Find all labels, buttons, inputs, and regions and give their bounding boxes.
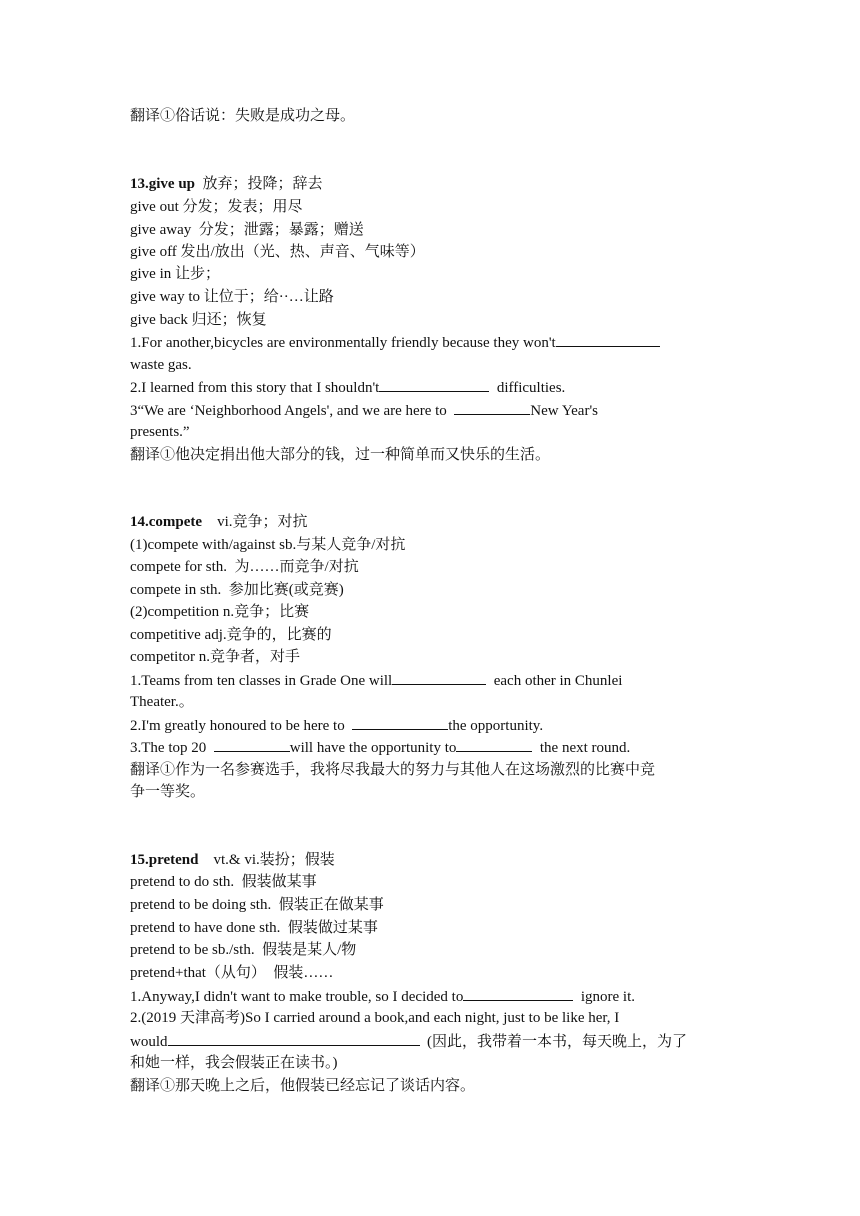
exercise-line xyxy=(130,670,622,691)
phrase-line: compete for sth. 为……而竞争/对抗 xyxy=(130,559,359,575)
answer-blank[interactable] xyxy=(392,670,486,685)
answer-blank[interactable] xyxy=(454,400,530,415)
translation-line: 翻译①那天晚上之后，他假装已经忘记了谈话内容。 xyxy=(130,1078,476,1094)
phrase-line: pretend+that（从句） 假装…… xyxy=(130,965,334,981)
exercise-line xyxy=(130,400,598,421)
answer-blank[interactable] xyxy=(556,332,660,347)
exercise-text: 3“We are ‘Neighborhood Angels', and we are here to xyxy=(130,403,455,419)
section-title: 13.give up xyxy=(130,176,196,192)
exercise-text: 1.For another,bicycles are environmentally friendly because they won't xyxy=(130,335,556,351)
phrase-line: (1)compete with/against sb.与某人竞争/对抗 xyxy=(130,537,406,553)
section-definition: 放弃；投降；辞去 xyxy=(195,176,323,192)
exercise-text: each other in Chunlei xyxy=(486,673,623,689)
exercise-text: 2.I learned from this story that I shouldn't xyxy=(130,380,380,396)
translation-line: 争一等奖。 xyxy=(130,784,206,800)
exercise-line xyxy=(130,715,543,736)
section-definition: vi.竞争；对抗 xyxy=(202,514,308,530)
exercise-line xyxy=(130,986,635,1007)
answer-blank[interactable] xyxy=(463,986,573,1001)
answer-blank[interactable] xyxy=(456,737,532,752)
answer-blank[interactable] xyxy=(214,737,290,752)
phrase-line: give away 分发；泄露；暴露；赠送 xyxy=(130,222,364,238)
exercise-line xyxy=(130,332,660,353)
exercise-text: difficulties. xyxy=(489,380,566,396)
exercise-line: 和她一样，我会假装正在读书。) xyxy=(130,1055,338,1071)
exercise-line xyxy=(130,737,630,758)
translation-line: 翻译①他决定捐出他大部分的钱，过一种简单而又快乐的生活。 xyxy=(130,447,551,463)
section-14-heading xyxy=(130,512,307,532)
section-title: 15.pretend xyxy=(130,852,199,868)
exercise-text: would xyxy=(130,1034,168,1050)
phrase-line: (2)competition n.竞争；比赛 xyxy=(130,604,310,620)
section-title: 14.compete xyxy=(130,514,203,530)
translation-line: 翻译①俗话说：失败是成功之母。 xyxy=(130,108,356,124)
phrase-line: pretend to do sth. 假装做某事 xyxy=(130,874,317,890)
exercise-line: Theater.。 xyxy=(130,694,194,710)
section-13-heading xyxy=(130,174,323,194)
phrase-line: pretend to be doing sth. 假装正在做某事 xyxy=(130,897,384,913)
exercise-line xyxy=(130,377,565,398)
phrase-line: competitor n.竞争者，对手 xyxy=(130,649,300,665)
exercise-text: (因此，我带着一本书，每天晚上，为了 xyxy=(419,1034,687,1050)
exercise-text: 1.Teams from ten classes in Grade One will xyxy=(130,673,393,689)
exercise-text: the next round. xyxy=(532,740,631,756)
phrase-line: pretend to be sb./sth. 假装是某人/物 xyxy=(130,942,357,958)
exercise-line: waste gas. xyxy=(130,357,192,373)
answer-blank[interactable] xyxy=(168,1031,420,1046)
phrase-line: competitive adj.竞争的，比赛的 xyxy=(130,627,332,643)
phrase-line: give way to 让位于；给··…让路 xyxy=(130,289,334,305)
phrase-line: compete in sth. 参加比赛(或竞赛) xyxy=(130,582,344,598)
section-15-heading xyxy=(130,850,335,870)
phrase-line: give back 归还；恢复 xyxy=(130,312,267,328)
exercise-text: New Year's xyxy=(530,403,598,419)
exercise-text: 1.Anyway,I didn't want to make trouble, so I decided to xyxy=(130,989,464,1005)
exercise-text: 3.The top 20 xyxy=(130,740,214,756)
phrase-line: give out 分发；发表；用尽 xyxy=(130,199,303,215)
exercise-text: will have the opportunity to xyxy=(289,740,457,756)
answer-blank[interactable] xyxy=(352,715,448,730)
exercise-line xyxy=(130,1031,687,1052)
phrase-line: give in 让步； xyxy=(130,266,220,282)
exercise-line: presents.” xyxy=(130,424,190,440)
exercise-text: ignore it. xyxy=(573,989,635,1005)
phrase-line: give off 发出/放出（光、热、声音、气味等） xyxy=(130,244,425,260)
phrase-line: pretend to have done sth. 假装做过某事 xyxy=(130,920,378,936)
section-definition: vt.& vi.装扮；假装 xyxy=(198,852,335,868)
exercise-text: the opportunity. xyxy=(448,718,544,734)
translation-line: 翻译①作为一名参赛选手，我将尽我最大的努力与其他人在这场激烈的比赛中竞 xyxy=(130,762,656,778)
exercise-line: 2.(2019 天津高考)So I carried around a book,and each night, just to be like her, I xyxy=(130,1010,620,1026)
exercise-text: 2.I'm greatly honoured to be here to xyxy=(130,718,353,734)
answer-blank[interactable] xyxy=(379,377,489,392)
